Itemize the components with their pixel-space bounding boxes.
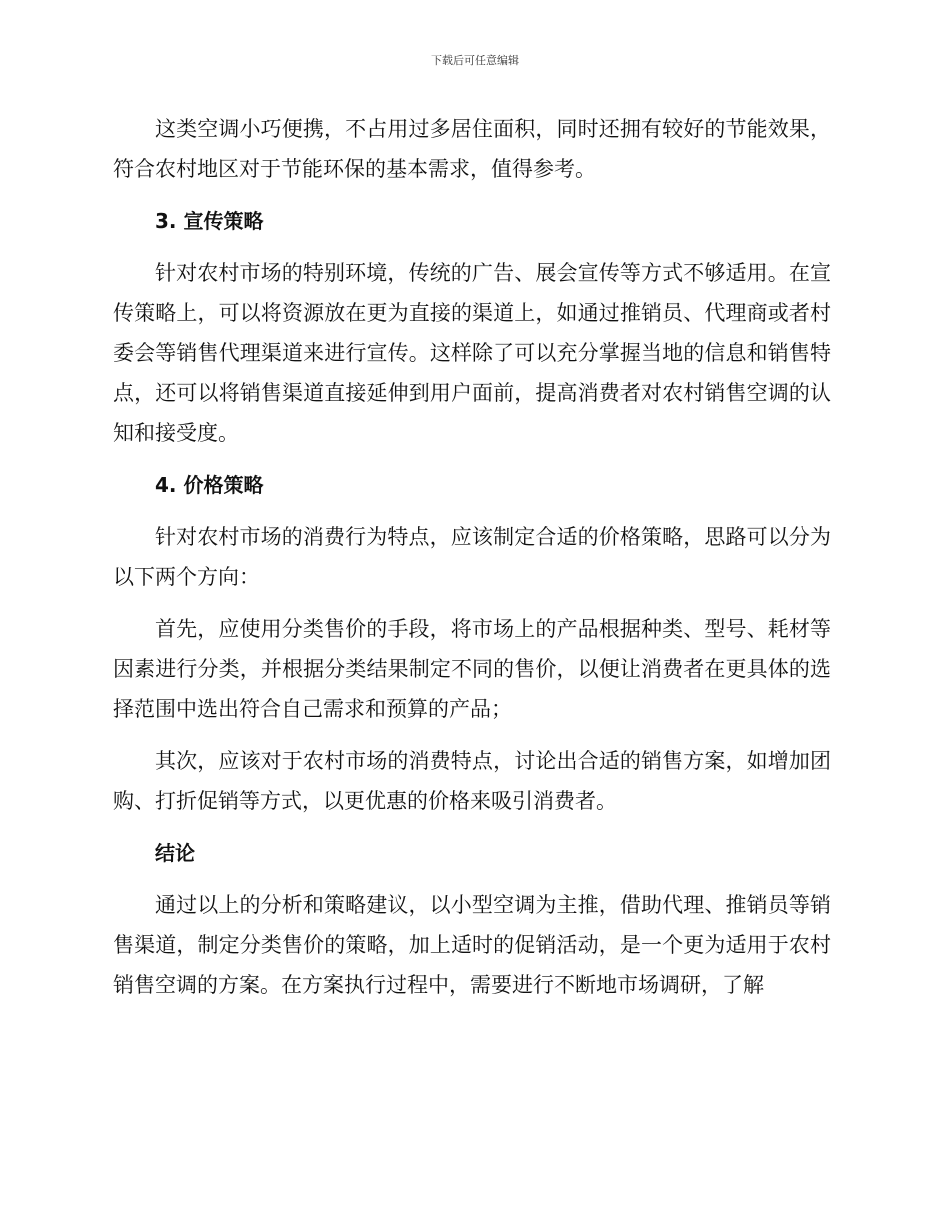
paragraph-pricing-second: 其次，应该对于农村市场的消费特点，讨论出合适的销售方案，如增加团购、打折促销等方式，以更优惠的价格来吸引消费者。 xyxy=(113,749,831,813)
paragraph-pricing-intro: 针对农村市场的消费行为特点，应该制定合适的价格策略，思路可以分为以下两个方向： xyxy=(113,525,831,589)
document-body xyxy=(113,109,831,1017)
heading-conclusion: 结论 xyxy=(155,841,195,865)
page-header-note: 下载后可任意编辑 xyxy=(431,54,519,67)
paragraph-ac-description: 这类空调小巧便携，不占用过多居住面积，同时还拥有较好的节能效果，符合农村地区对于节能环保的基本需求，值得参考。 xyxy=(113,117,831,181)
paragraph-promotion-strategy: 针对农村市场的特别环境，传统的广告、展会宣传等方式不够适用。在宣传策略上，可以将资源放在更为直接的渠道上，如通过推销员、代理商或者村委会等销售代理渠道来进行宣传。这样除了可以充分掌握当地的信息和销售特点，还可以将销售渠道直接延伸到用户面前，提高消费者对农村销售空调的认知和接受度。 xyxy=(113,261,831,445)
paragraph-pricing-first: 首先，应使用分类售价的手段，将市场上的产品根据种类、型号、耗材等因素进行分类，并根据分类结果制定不同的售价，以便让消费者在更具体的选择范围中选出符合自己需求和预算的产品； xyxy=(113,617,831,721)
heading-pricing-strategy: 4. 价格策略 xyxy=(155,473,264,497)
paragraph-conclusion: 通过以上的分析和策略建议，以小型空调为主推，借助代理、推销员等销售渠道，制定分类售价的策略，加上适时的促销活动，是一个更为适用于农村销售空调的方案。在方案执行过程中，需要进行不断地市场调研，了解 xyxy=(113,893,831,997)
heading-promotion-strategy: 3. 宣传策略 xyxy=(155,209,264,233)
